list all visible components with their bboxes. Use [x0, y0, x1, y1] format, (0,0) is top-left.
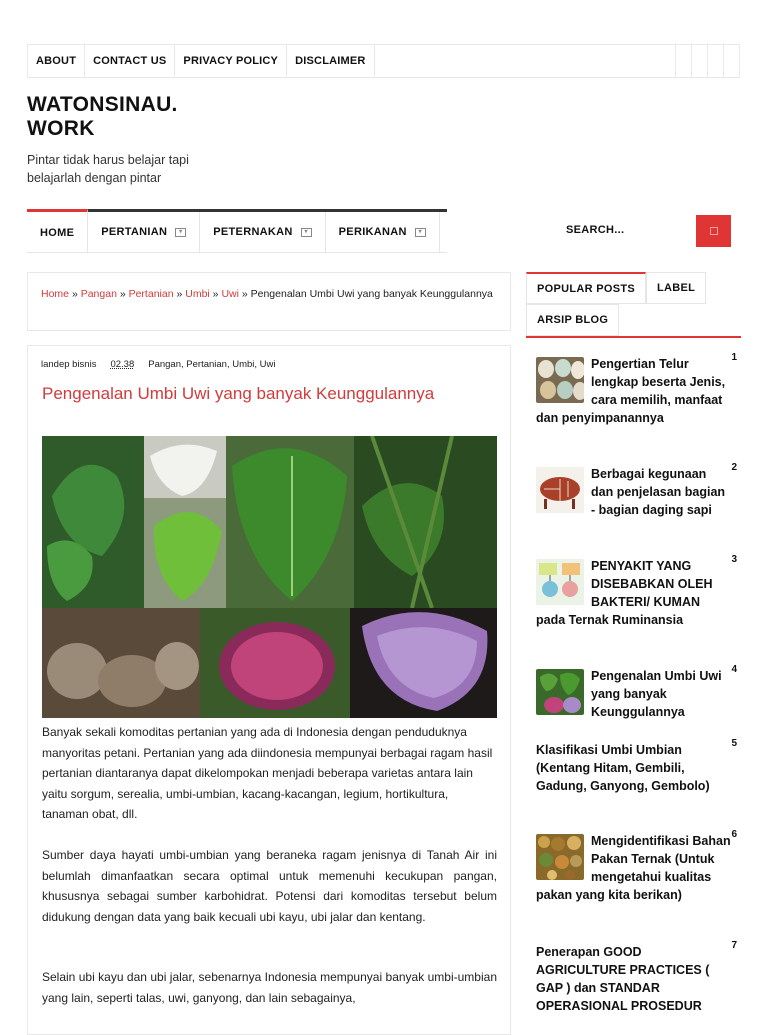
search-icon — [710, 227, 718, 235]
breadcrumb-separator: » — [71, 288, 78, 300]
feed-thumbnail — [536, 834, 584, 880]
popular-post-thumbnail[interactable] — [536, 669, 584, 715]
site-logo[interactable] — [27, 93, 178, 141]
dropdown-icon: ▾ — [175, 228, 186, 237]
popular-post-title: Berbagai kegunaan dan penjelasan bagian - bagian daging sapi — [591, 467, 726, 517]
social-icon[interactable] — [675, 45, 691, 77]
sidebar-tabs — [526, 272, 741, 338]
social-icon[interactable] — [691, 45, 707, 77]
site-tagline: Pintar tidak harus belajar tapi belajarlah dengan pintar — [27, 153, 189, 185]
social-icons — [675, 45, 739, 77]
beef-cuts-thumbnail — [536, 467, 584, 513]
post-labels[interactable]: Pangan, Pertanian, Umbi, Uwi — [148, 359, 276, 370]
post-title[interactable]: Pengenalan Umbi Uwi yang banyak Keunggulannya — [42, 384, 435, 403]
popular-post-thumbnail[interactable] — [536, 357, 584, 403]
nav-disclaimer-link[interactable]: DISCLAIMER — [287, 45, 374, 77]
popular-post-number: 1 — [731, 352, 737, 363]
post-author[interactable]: landep bisnis — [41, 359, 97, 370]
popular-post-item[interactable] — [536, 664, 737, 721]
popular-post-title: Pengertian Telur lengkap beserta Jenis, cara memilih, manfaat dan penyimpanannya — [536, 357, 726, 425]
tab-popular-posts[interactable]: POPULAR POSTS — [526, 272, 646, 304]
tab-label[interactable]: LABEL — [646, 272, 706, 304]
post-image — [42, 436, 497, 718]
menu-label: PERTANIAN — [101, 226, 168, 238]
popular-post-number: 6 — [731, 829, 737, 840]
brand-line: WATONSINAU. — [27, 93, 178, 116]
post-paragraph: Banyak sekali komoditas pertanian yang ada di Indonesia dengan penduduknya manyoritas petani. Pertanian yang ada diindonesia mempunyai berbagai ragam hasil pertanian diantaranya dapat dikelompokan menjadi beberapa varietas antara lain yaitu sorgum, serealia, umbi-umbian, kacang-kacangan, legium, hortikultura, tanaman obat, dll. — [42, 725, 493, 821]
menu-label: HOME — [40, 226, 75, 239]
post-paragraph: Selain ubi kayu dan ubi jalar, sebenarnya Indonesia mempunyai banyak umbi-umbian yang lain, seperti talas, uwi, ganyong, dan lain sebagainya, — [42, 970, 497, 1005]
breadcrumb-link[interactable]: Uwi — [221, 288, 239, 300]
menu-label: PETERNAKAN — [213, 226, 293, 238]
breadcrumb-link[interactable]: Pangan — [80, 288, 117, 300]
popular-post-item[interactable] — [536, 352, 737, 427]
nav-privacy-link[interactable]: PRIVACY POLICY — [175, 45, 287, 77]
top-navigation — [27, 44, 740, 78]
popular-post-item[interactable] — [536, 829, 737, 904]
breadcrumb-separator: » — [176, 288, 183, 300]
breadcrumb-link[interactable]: Umbi — [185, 288, 210, 300]
popular-post-title: Pengenalan Umbi Uwi yang banyak Keunggulannya — [591, 669, 722, 719]
popular-post-item[interactable] — [536, 738, 737, 795]
diagram-thumbnail — [536, 559, 584, 605]
popular-post-title: Mengidentifikasi Bahan Pakan Ternak (Untuk mengetahui kualitas pakan yang kita berikan) — [536, 834, 731, 902]
popular-post-item[interactable] — [536, 462, 737, 519]
popular-post-number: 2 — [731, 462, 737, 473]
nav-about-link[interactable]: ABOUT — [28, 45, 85, 77]
popular-post-thumbnail[interactable] — [536, 559, 584, 605]
popular-post-number: 3 — [731, 554, 737, 565]
social-icon[interactable] — [707, 45, 723, 77]
menu-label: PERIKANAN — [338, 226, 407, 238]
menu-perikanan[interactable] — [326, 212, 440, 252]
social-icon[interactable] — [723, 45, 739, 77]
popular-post-number: 7 — [731, 940, 737, 951]
eggs-thumbnail — [536, 357, 584, 403]
popular-post-title: PENYAKIT YANG DISEBABKAN OLEH BAKTERI/ KUMAN pada Ternak Ruminansia — [536, 559, 713, 627]
breadcrumb-link[interactable]: Pertanian — [128, 288, 174, 300]
popular-post-item[interactable] — [536, 940, 737, 1015]
dropdown-icon: ▾ — [301, 228, 312, 237]
menu-pertanian[interactable] — [88, 212, 200, 252]
breadcrumb-current: Pengenalan Umbi Uwi yang banyak Keunggulannya — [250, 288, 493, 300]
nav-contact-link[interactable]: CONTACT US — [85, 45, 175, 77]
main-navigation — [27, 209, 447, 253]
post-time[interactable]: 02.38 — [110, 359, 135, 370]
post-meta — [41, 359, 276, 370]
breadcrumb — [27, 272, 511, 331]
uwi-collage-image — [42, 436, 497, 718]
popular-post-title: Penerapan GOOD AGRICULTURE PRACTICES ( GAP ) dan STANDAR OPERASIONAL PROSEDUR — [536, 945, 710, 1013]
menu-home[interactable] — [27, 209, 88, 253]
uwi-thumbnail — [536, 669, 584, 715]
popular-post-item[interactable] — [536, 554, 737, 629]
tab-arsip-blog[interactable]: ARSIP BLOG — [526, 304, 619, 336]
popular-post-thumbnail[interactable] — [536, 834, 584, 880]
breadcrumb-separator: » — [212, 288, 219, 300]
menu-peternakan[interactable] — [200, 212, 325, 252]
post-paragraph: Sumber daya hayati umbi-umbian yang beraneka ragam jenisnya di Tanah Air ini belumlah dimanfaatkan secara optimal untuk memenuhi kecukupan pangan, khususnya sebagai sumber karbohidrat. Potensi dari komoditas tersebut belum didukung dengan data yang baik kecuali ubi kayu, ubi jalar dan kentang. — [42, 848, 497, 924]
popular-post-thumbnail[interactable] — [536, 467, 584, 513]
breadcrumb-separator: » — [119, 288, 126, 300]
brand-line: WORK — [27, 117, 95, 140]
popular-post-number: 4 — [731, 664, 737, 675]
search-input[interactable]: SEARCH... — [566, 224, 625, 236]
breadcrumb-link[interactable]: Home — [41, 288, 70, 300]
popular-post-number: 5 — [731, 738, 737, 749]
dropdown-icon: ▾ — [415, 228, 426, 237]
breadcrumb-separator: » — [241, 288, 248, 300]
search-button[interactable] — [696, 215, 731, 247]
popular-post-title: Klasifikasi Umbi Umbian (Kentang Hitam, Gembili, Gadung, Ganyong, Gembolo) — [536, 743, 710, 793]
